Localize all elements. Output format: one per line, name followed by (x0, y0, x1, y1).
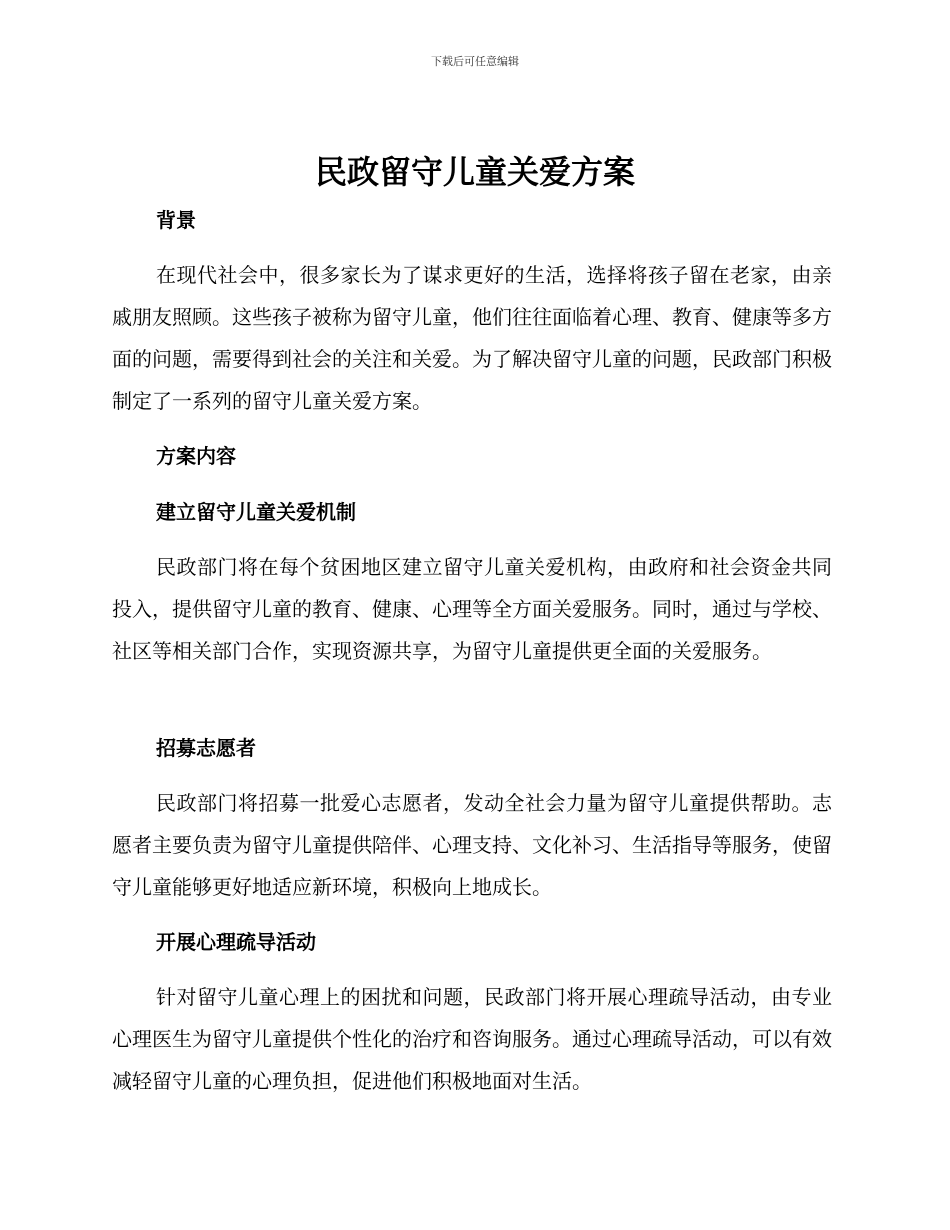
section-paragraph-volunteers: 民政部门将招募一批爱心志愿者，发动全社会力量为留守儿童提供帮助。志愿者主要负责为留守儿童提供陪伴、心理支持、文化补习、生活指导等服务，使留守儿童能够更好地适应新环境，积极向上地成长。 (112, 791, 832, 899)
section-heading-counseling: 开展心理疏导活动 (156, 930, 316, 954)
section-heading-volunteers: 招募志愿者 (156, 736, 256, 760)
background-paragraph: 在现代社会中，很多家长为了谋求更好的生活，选择将孩子留在老家，由亲戚朋友照顾。这些孩子被称为留守儿童，他们往往面临着心理、教育、健康等多方面的问题，需要得到社会的关注和关爱。为了解决留守儿童的问题，民政部门积极制定了一系列的留守儿童关爱方案。 (112, 263, 832, 413)
background-heading: 背景 (156, 208, 196, 232)
section-paragraph-mechanism: 民政部门将在每个贫困地区建立留守儿童关爱机构，由政府和社会资金共同投入，提供留守儿童的教育、健康、心理等全方面关爱服务。同时，通过与学校、社区等相关部门合作，实现资源共享，为留守儿童提供更全面的关爱服务。 (112, 555, 832, 663)
section-heading-mechanism: 建立留守儿童关爱机制 (156, 500, 356, 524)
document-title: 民政留守儿童关爱方案 (314, 153, 635, 191)
header-note: 下载后可任意编辑 (431, 55, 519, 68)
content-heading: 方案内容 (156, 444, 236, 468)
section-paragraph-counseling: 针对留守儿童心理上的困扰和问题，民政部门将开展心理疏导活动，由专业心理医生为留守儿童提供个性化的治疗和咨询服务。通过心理疏导活动，可以有效减轻留守儿童的心理负担，促进他们积极地面对生活。 (112, 985, 832, 1093)
